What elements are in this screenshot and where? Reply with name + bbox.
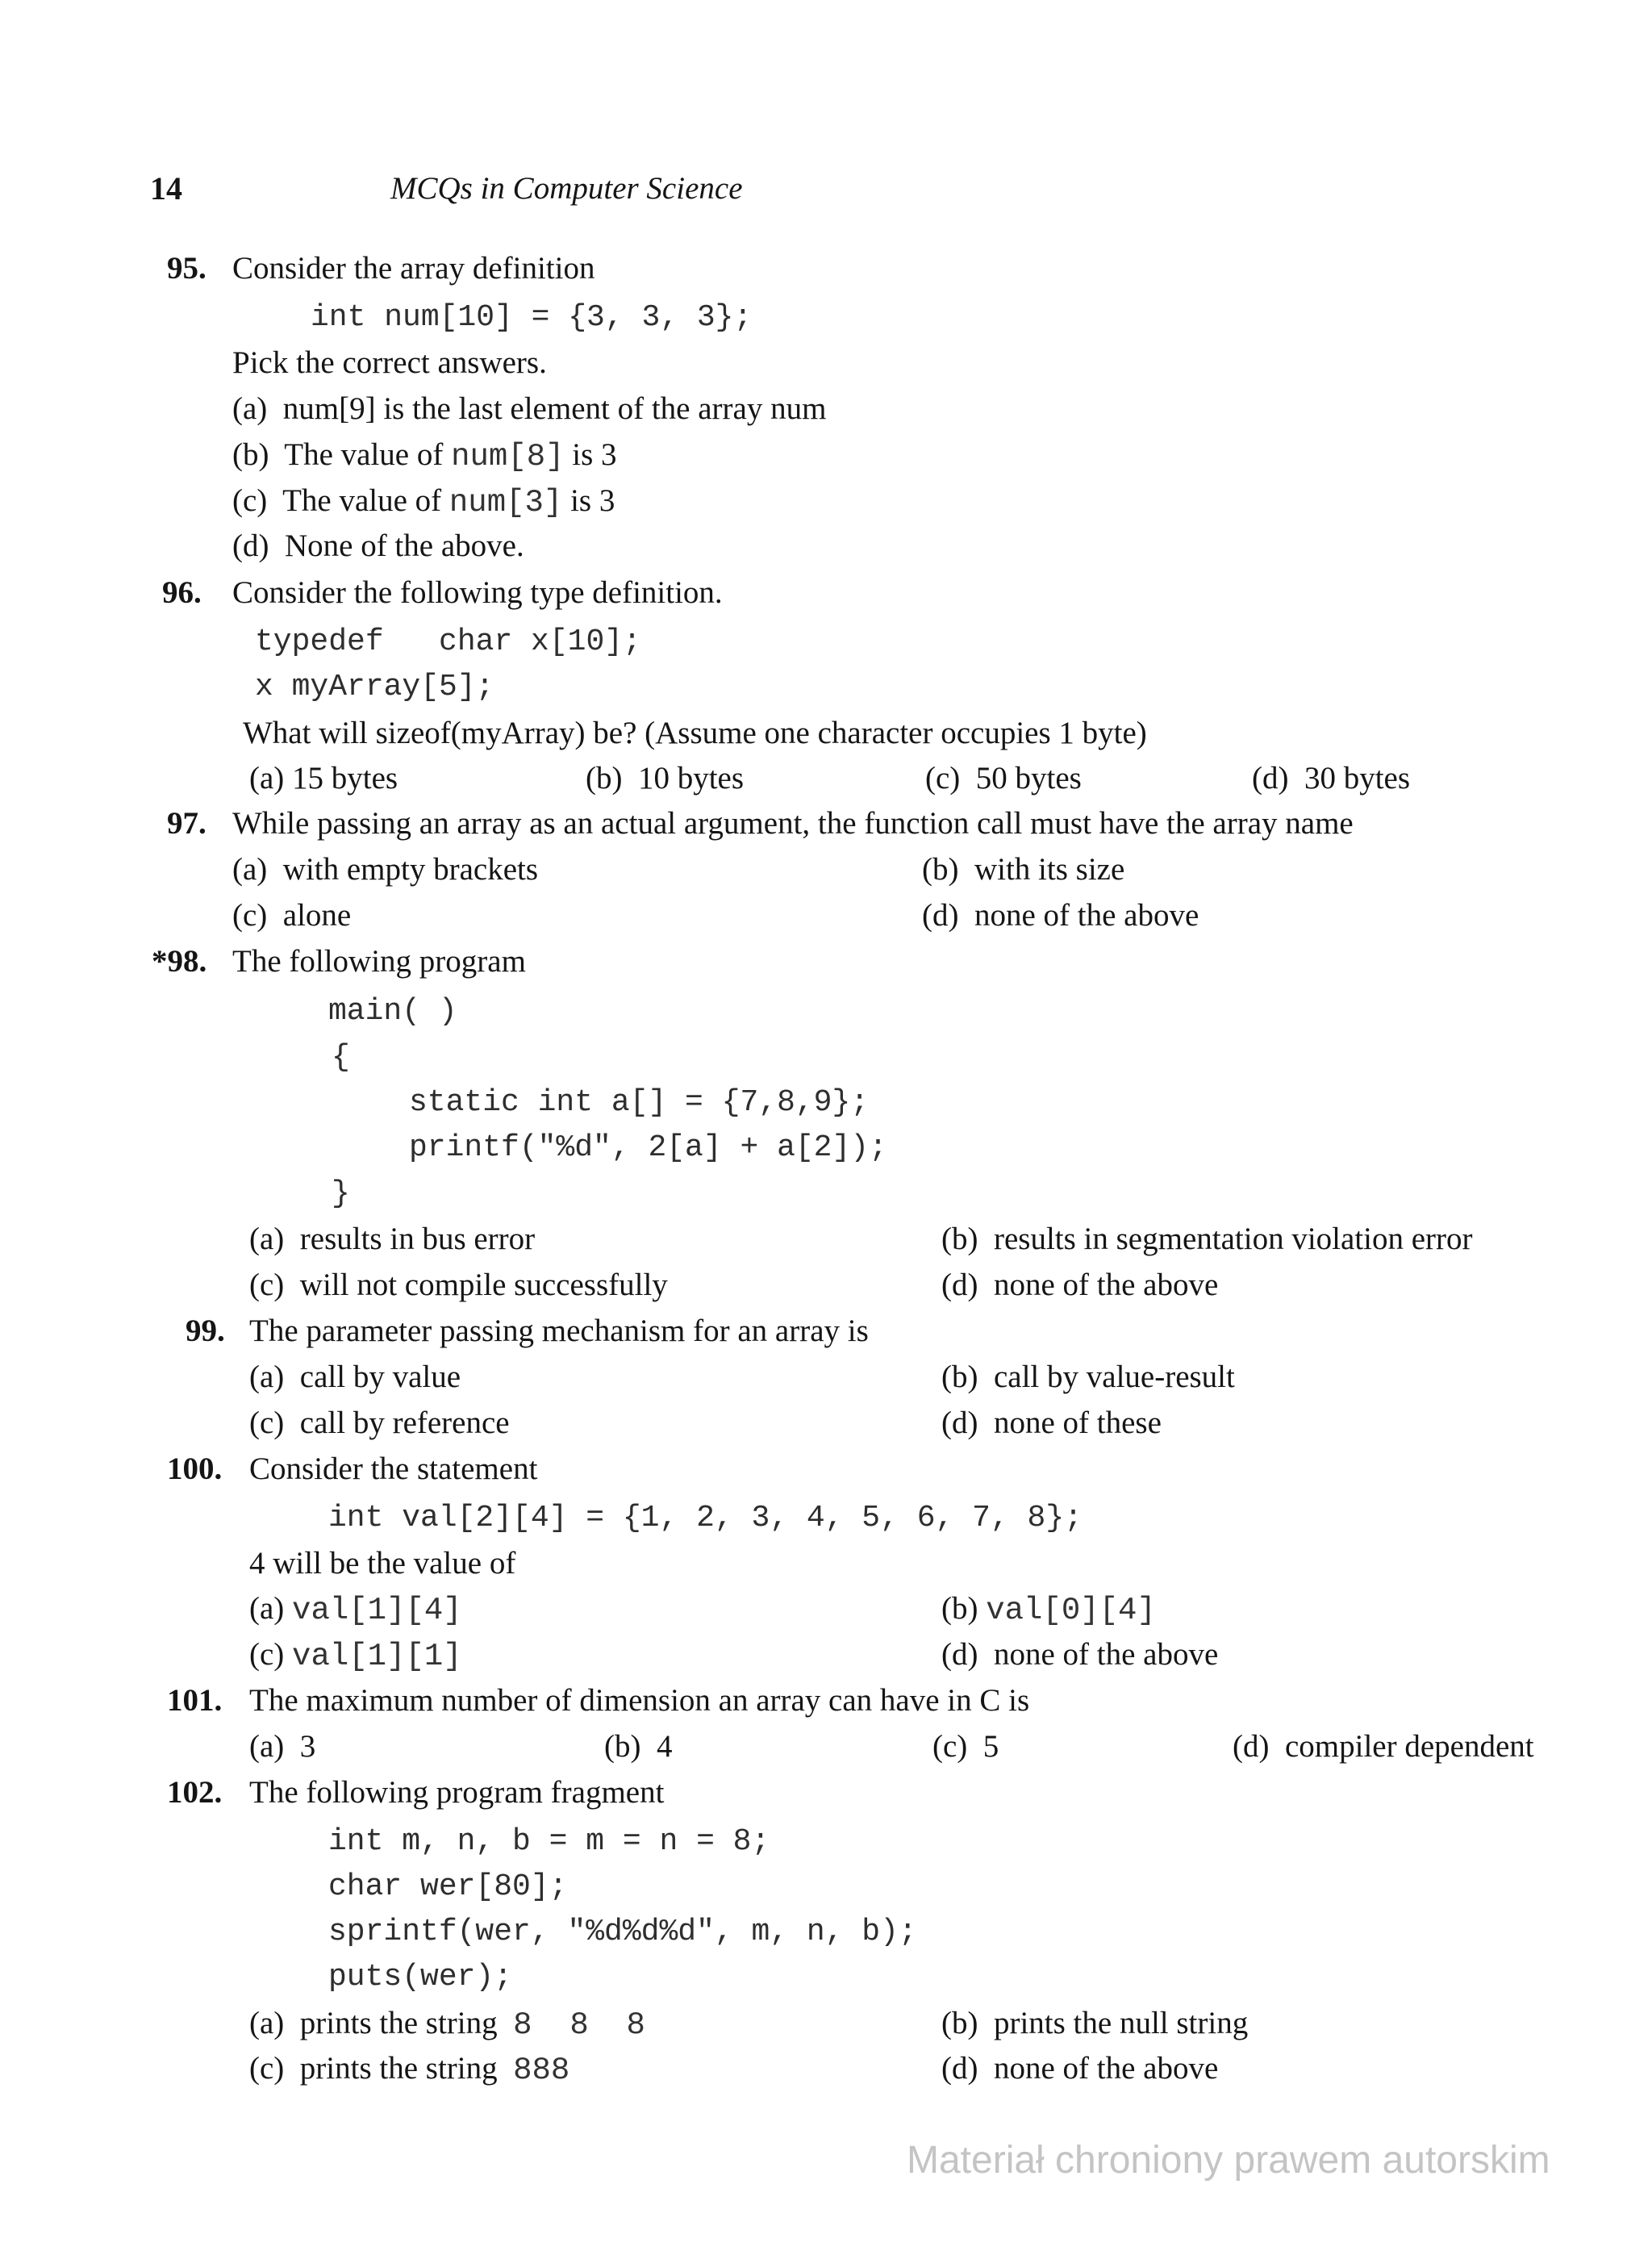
question-prompt: Pick the correct answers. xyxy=(232,345,547,380)
option-b: (b) 10 bytes xyxy=(586,761,745,796)
code-line: puts(wer); xyxy=(328,1960,513,1994)
code-line: int num[10] = {3, 3, 3}; xyxy=(311,300,753,335)
option-c: (c) call by reference xyxy=(249,1405,510,1440)
option-a: (a) with empty brackets xyxy=(232,852,539,887)
option-c: (c) prints the string 888 xyxy=(249,2051,570,2088)
question-number: 102. xyxy=(167,1775,223,1810)
code-line: static int a[] = {7,8,9}; xyxy=(409,1085,870,1120)
option-a: (a) call by value xyxy=(249,1359,461,1394)
option-b: (b) results in segmentation violation error xyxy=(941,1222,1473,1256)
option-d: (d) none of the above xyxy=(922,898,1199,933)
code-line: int val[2][4] = {1, 2, 3, 4, 5, 6, 7, 8}; xyxy=(328,1501,1083,1535)
question-number: 100. xyxy=(167,1451,223,1486)
code-line: printf("%d", 2[a] + a[2]); xyxy=(409,1130,887,1165)
option-b: (b) The value of num[8] is 3 xyxy=(232,437,617,474)
option-a: (a) 15 bytes xyxy=(249,761,398,796)
option-d: (d) none of the above xyxy=(941,1637,1219,1672)
code-line: typedef char x[10]; xyxy=(255,624,641,659)
question-prompt: 4 will be the value of xyxy=(249,1546,516,1581)
code-line: char wer[80]; xyxy=(328,1869,568,1904)
option-c: (c) 50 bytes xyxy=(925,761,1082,796)
question-stem: The parameter passing mechanism for an array is xyxy=(249,1314,869,1348)
option-b: (b) with its size xyxy=(922,852,1125,887)
code-line: x myArray[5]; xyxy=(255,670,494,704)
question-stem: While passing an array as an actual argument, the function call must have the array name xyxy=(232,806,1354,841)
option-a: (a) results in bus error xyxy=(249,1222,536,1256)
question-number: 97. xyxy=(167,806,206,841)
option-c: (c) val[1][1] xyxy=(249,1637,462,1674)
option-c: (c) will not compile successfully xyxy=(249,1268,668,1302)
copyright-watermark: Materiał chroniony prawem autorskim xyxy=(907,2139,1550,2182)
question-stem: The maximum number of dimension an array can have in C is xyxy=(249,1683,1030,1718)
option-d: (d) none of the above xyxy=(941,1268,1219,1302)
question-stem: Consider the array definition xyxy=(232,251,595,286)
code-line: main( ) xyxy=(328,994,457,1029)
option-d: (d) None of the above. xyxy=(232,528,524,563)
option-b: (b) prints the null string xyxy=(941,2006,1249,2040)
option-c: (c) 5 xyxy=(932,1729,999,1764)
code-line: { xyxy=(332,1040,350,1075)
option-d: (d) compiler dependent xyxy=(1233,1729,1534,1764)
option-c: (c) The value of num[3] is 3 xyxy=(232,483,615,520)
option-d: (d) none of the above xyxy=(941,2051,1219,2086)
option-c: (c) alone xyxy=(232,898,352,933)
option-d: (d) 30 bytes xyxy=(1252,761,1411,796)
question-prompt: What will sizeof(myArray) be? (Assume one character occupies 1 byte) xyxy=(243,716,1147,750)
question-stem: Consider the statement xyxy=(249,1451,538,1486)
option-d: (d) none of these xyxy=(941,1405,1162,1440)
code-line: int m, n, b = m = n = 8; xyxy=(328,1824,770,1859)
question-stem: The following program fragment xyxy=(249,1775,665,1810)
question-stem: Consider the following type definition. xyxy=(232,575,723,610)
option-b: (b) val[0][4] xyxy=(941,1591,1156,1628)
option-b: (b) 4 xyxy=(604,1729,673,1764)
question-number: 101. xyxy=(167,1683,223,1718)
option-a: (a) prints the string 8 8 8 xyxy=(249,2006,645,2043)
book-title: MCQs in Computer Science xyxy=(390,171,743,206)
option-b: (b) call by value-result xyxy=(941,1359,1235,1394)
question-number: 99. xyxy=(186,1314,225,1348)
page-number: 14 xyxy=(150,170,182,207)
option-a: (a) num[9] is the last element of the array num xyxy=(232,391,827,426)
option-a: (a) val[1][4] xyxy=(249,1591,462,1628)
option-a: (a) 3 xyxy=(249,1729,316,1764)
question-number: *98. xyxy=(152,944,207,979)
code-line: } xyxy=(332,1176,350,1211)
question-number: 95. xyxy=(167,251,206,286)
question-stem: The following program xyxy=(232,944,526,979)
code-line: sprintf(wer, "%d%d%d", m, n, b); xyxy=(328,1915,917,1949)
question-number: 96. xyxy=(162,575,202,610)
